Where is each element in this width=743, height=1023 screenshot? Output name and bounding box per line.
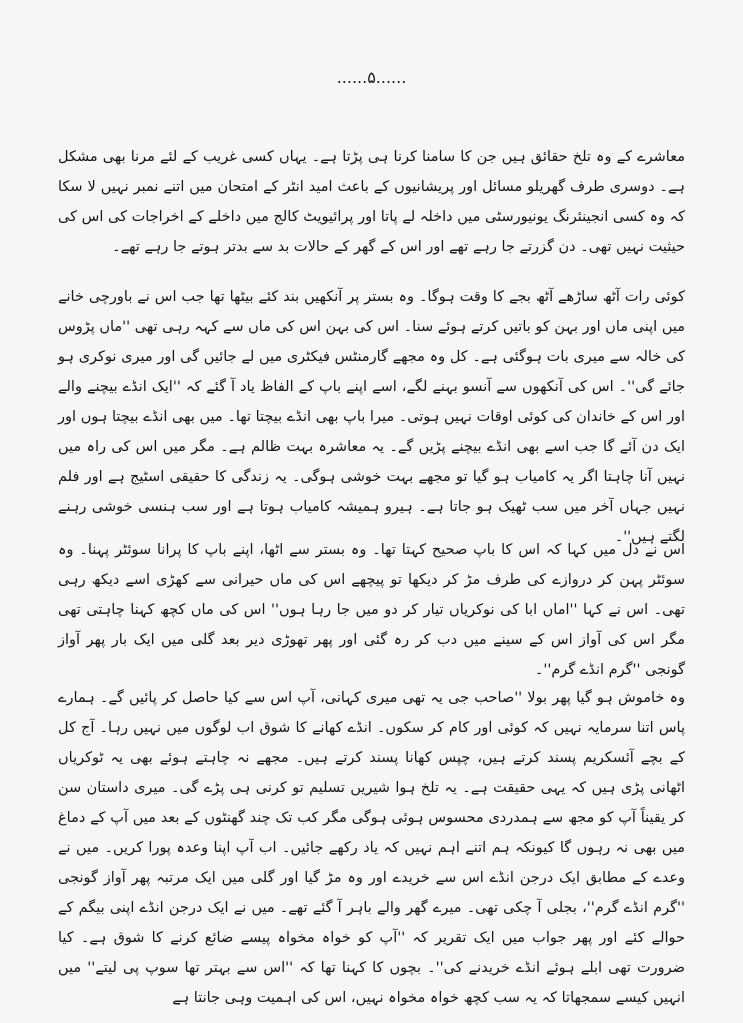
paragraph-3: اس نے دل میں کہا کہ اس کا باپ صحیح کہتا تھا۔ وہ بستر سے اٹھا، اپنے باپ کا پرانا سوئٹر پہنا۔ وہ سوئٹر پہن کر دروازے کی طرف مڑ کر دیکھا تو پیچھے اس کی ماں حیرانی سے کھڑی اسے دیکھ رہی تھی۔ اس نے کہا ''اماں ابا کی نوکریاں تیار کر دو میں جا رہا ہوں'' اس کی ماں کچھ کہنا چاہتی تھی مگر اس کی آواز اس کے سینے میں دب کر رہ گئی اور پھر تھوڑی دیر بعد گلی میں ایک بار پھر آواز گونجی ''گرم انڈے گرم''۔ — [58, 542, 685, 678]
paragraph-1: معاشرے کے وہ تلخ حقائق ہیں جن کا سامنا کرنا ہی پڑتا ہے۔ یہاں کسی غریب کے لئے مرنا بھی مشکل ہے۔ دوسری طرف گھریلو مسائل اور پریشانیوں کے باعث امید انٹر کے امتحان میں اتنے نمبر نہیں لا سکا کہ وہ کسی انجینئرنگ یونیورسٹی میں داخلہ لے پاتا اور پرائیویٹ کالج میں داخلے کے اخراجات کی اس کی حیثیت نہیں تھی۔ دن گزرتے جا رہے تھے اور اس کے گھر کے حالات بد سے بدتر ہوتے جا رہے تھے۔ — [58, 149, 685, 255]
paragraph-4: وہ خاموش ہو گیا پھر بولا ''صاحب جی یہ تھی میری کہانی، آپ اس سے کیا حاصل کر پائیں گے۔ ہمارے پاس اتنا سرمایہ نہیں کہ کوئی اور کام کر سکوں۔ انڈے کھانے کا شوق اب لوگوں میں نہیں رہا۔ آج کل کے بچے آئسکریم پسند کرتے ہیں، چپس کھانا پسند کرتے ہیں۔ مجھے نہ چاہتے ہوئے بھی یہ ٹوکریاں اٹھانی پڑی ہیں کہ یہی حقیقت ہے۔ یہ تلخ ہوا شیریں تسلیم تو کرنی ہی پڑے گی۔ میری داستان سن کر یقیناً آپ کو مجھ سے ہمدردی محسوس ہوئی ہوگی مگر کب تک چند گھنٹوں کے بعد میں آپ کے دماغ میں بھی نہ رہوں گا کیونکہ ہم اتنے اہم نہیں کہ یاد رکھے جائیں۔ اب آپ اپنا وعدہ پورا کریں۔ میں نے وعدے کے مطابق ایک درجن انڈے اس سے خریدے اور وہ مڑ گیا اور گلی میں ایک مرتبہ پھر آواز گونجی ''گرم انڈے گرم''، بجلی آ چکی تھی۔ میرے گھر والے باہر آ گئے تھے۔ میں نے ایک درجن انڈے اپنی بیگم کے حوالے کئے اور پھر جواب میں ایک تقریر کہ ''آپ کو خواہ مخواہ پیسے ضائع کرنے کا شوق ہے۔ کیا ضرورت تھی ابلے ہوئے انڈے خریدنے کی''۔ بچوں کا کہنا تھا کہ ''اس سے بہتر تھا سوپ پی لیتے'' میں انہیں کیسے سمجھاتا کہ یہ سب کچھ خواہ مخواہ نہیں، اس کی اہمیت وہی جانتا ہے — [58, 690, 685, 1006]
page-number: ......۵...... — [336, 68, 407, 87]
paragraph-2: کوئی رات آٹھ ساڑھے آٹھ بجے کا وقت ہوگا۔ وہ بستر پر آنکھیں بند کئے بیٹھا تھا جب اس نے باورچی خانے میں اپنی ماں اور بہن کو باتیں کرتے ہوئے سنا۔ اس کی بہن اس کی ماں سے کہہ رہی تھی ''ماں پڑوس کی خالہ سے میری بات ہوگئی ہے۔ کل وہ مجھے گارمنٹس فیکٹری میں لے جائیں گی اور میری نوکری ہو جائے گی''۔ اس کی آنکھوں سے آنسو بہنے لگے، اسے اپنے باپ کے الفاظ یاد آ گئے کہ ''ایک انڈے بیچنے والے اور اس کے خاندان کی کوئی اوقات نہیں ہوتی۔ میرا باپ بھی انڈے بیچتا تھا۔ میں بھی انڈے بیچتا ہوں اور ایک دن آئے گا جب اسے بھی انڈے بیچنے پڑیں گے۔ یہ معاشرہ بہت ظالم ہے۔ مگر میں اس کی راہ میں نہیں آنا چاہتا اگر یہ کامیاب ہو گیا تو مجھے بہت خوشی ہوگی۔ یہ زندگی کا حقیقی اسٹیج ہے اور فلم نہیں جہاں آخر میں سب ٹھیک ہو جاتا ہے۔ ہیرو ہمیشہ کامیاب ہوتا ہے اور سب ہنسی خوشی رہنے لگتے ہیں''۔ — [58, 289, 685, 545]
